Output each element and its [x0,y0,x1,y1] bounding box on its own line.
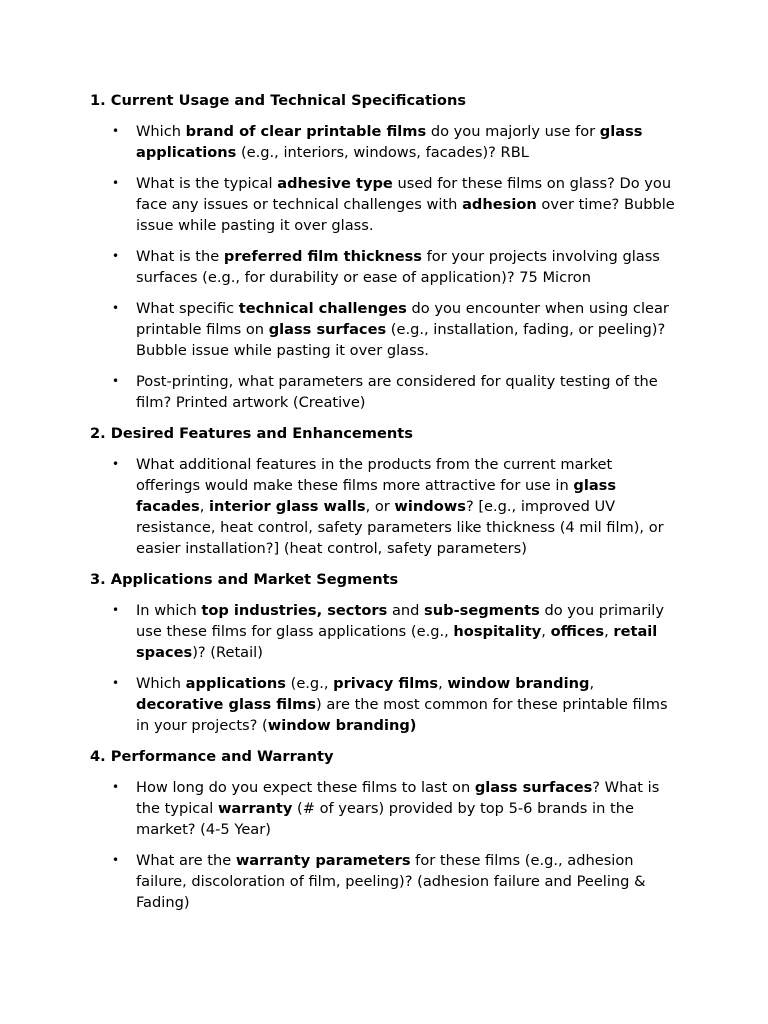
text-run: Which [136,675,186,692]
text-run: do you encounter when using clear printable films on [136,300,669,338]
bold-phrase: warranty parameters [235,852,411,869]
question-list [90,600,678,736]
bold-phrase: top industries, sectors [201,602,388,619]
question-text [136,602,664,661]
question-text [136,123,642,161]
text-run: (e.g., [285,675,334,692]
bold-phrase: privacy films [333,675,439,692]
text-run: used for these films on glass? Do you face any issues or technical challenges with [136,175,672,213]
bold-phrase: sub-segments [424,602,540,619]
bold-phrase: retail spaces [136,623,658,661]
text-run: (# of years) provided by top 5-6 brands in the market? (4-5 Year) [136,800,634,838]
text-run: , [199,498,210,515]
list-item [90,371,678,413]
text-run: What specific [136,300,239,317]
bullet-icon: • [112,124,120,138]
bold-phrase: brand of clear printable films [185,123,427,140]
text-run: for your projects involving glass surfaces (e.g., for durability or ease of application)? 75 Micron [136,248,660,286]
list-item [90,600,678,663]
section-heading: 2. Desired Features and Enhancements [90,425,413,442]
text-run: ) are the most common for these printable films in your projects? ( [136,696,668,734]
question-text [136,675,668,734]
list-item [90,850,678,913]
bold-phrase: technical challenges [238,300,407,317]
text-run: and [387,602,425,619]
section-heading: 3. Applications and Market Segments [90,571,399,588]
text-run: What additional features in the products from the current market offerings would make these films more attractive for use in [136,456,613,494]
list-item [90,173,678,236]
bold-phrase: windows [394,498,466,515]
text-run: ? What is the typical [136,779,660,817]
bullet-icon: • [112,780,120,794]
text-run: do you majorly use for [426,123,600,140]
text-run: How long do you expect these films to last on [136,779,475,796]
list-item [90,777,678,840]
question-list [90,121,678,413]
question-text [136,373,658,411]
list-item [90,298,678,361]
list-item [90,454,678,559]
text-run: (e.g., interiors, windows, facades)? RBL [236,144,529,161]
bullet-icon: • [112,676,120,690]
text-run: do you primarily use these films for glass applications (e.g., [136,602,664,640]
bullet-icon: • [112,176,120,190]
bullet-icon: • [112,853,120,867]
list-item [90,246,678,288]
bold-phrase: adhesive type [277,175,393,192]
text-run: , or [365,498,395,515]
text-run: In which [136,602,202,619]
question-text [136,456,664,557]
bold-phrase: preferred film thickness [223,248,422,265]
bullet-icon: • [112,457,120,471]
text-run: for these films (e.g., adhesion failure, discoloration of film, peeling)? (adhesion failure and Peeling & Fading) [136,852,646,911]
question-list [90,454,678,559]
bold-phrase: offices [550,623,605,640]
question-text [136,300,669,359]
bold-phrase: hospitality [453,623,542,640]
question-list [90,777,678,913]
list-item [90,121,678,163]
text-run: What are the [136,852,236,869]
text-run: , [589,675,595,692]
bold-phrase: decorative glass films [136,696,316,713]
question-text [136,175,675,234]
bullet-icon: • [112,249,120,263]
text-run: Which [136,123,186,140]
bold-phrase: glass facades [136,477,617,515]
text-run: )? (Retail) [192,644,263,661]
bold-phrase: glass surfaces [474,779,593,796]
text-run: , [604,623,614,640]
text-run: What is the [136,248,224,265]
bullet-icon: • [112,374,120,388]
question-text [136,779,659,838]
question-text [136,852,645,911]
text-run: Post-printing, what parameters are considered for quality testing of the film? Printed artwork (Creative) [136,373,658,411]
bold-phrase: adhesion [462,196,537,213]
bullet-icon: • [112,603,120,617]
text-run: , [438,675,448,692]
text-run: (e.g., installation, fading, or peeling)? Bubble issue while pasting it over glass. [136,321,666,359]
text-run: over time? Bubble issue while pasting it over glass. [136,196,675,234]
text-run: What is the typical [136,175,278,192]
bold-phrase: applications [185,675,286,692]
bold-phrase: glass surfaces [268,321,387,338]
bold-phrase: glass applications [136,123,643,161]
text-run: , [541,623,551,640]
bold-phrase: interior glass walls [209,498,366,515]
list-item [90,673,678,736]
section-heading: 1. Current Usage and Technical Specifications [90,92,467,109]
text-run: ? [e.g., improved UV resistance, heat control, safety parameters like thickness (4 mil film), or easier installation?] (heat control, safety parameters) [136,498,664,557]
section-heading: 4. Performance and Warranty [90,748,334,765]
bold-phrase: window branding) [267,717,417,734]
question-text [136,248,660,286]
bold-phrase: warranty [217,800,293,817]
bullet-icon: • [112,301,120,315]
bold-phrase: window branding [447,675,590,692]
